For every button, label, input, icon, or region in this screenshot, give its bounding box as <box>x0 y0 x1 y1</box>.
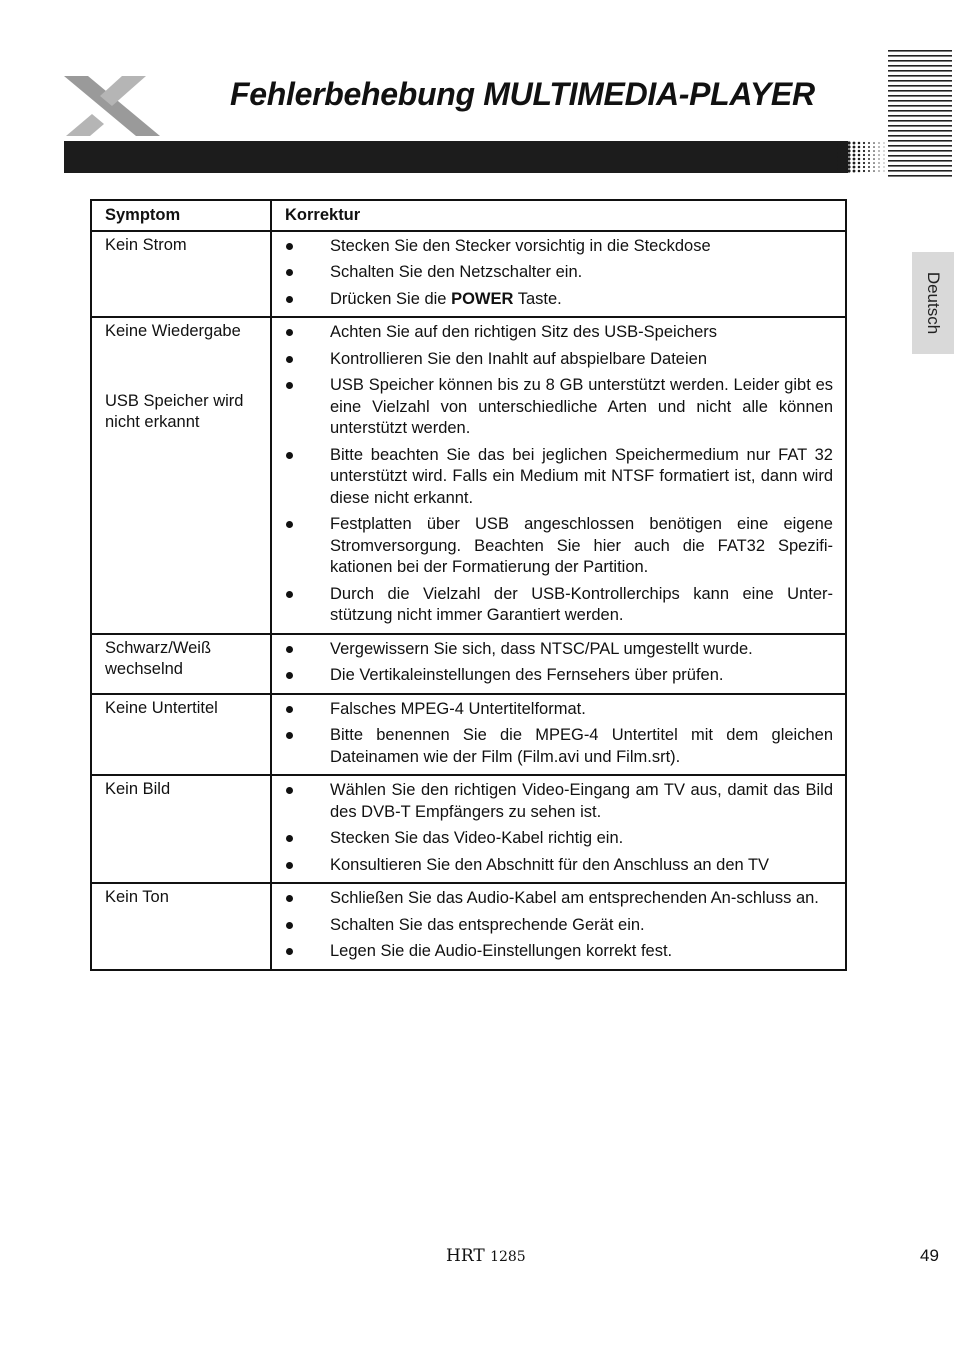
korrektur-item: Schalten Sie den Netzschalter ein. <box>284 262 833 284</box>
page-title: Fehlerbehebung MULTIMEDIA-PLAYER <box>230 76 815 112</box>
korrektur-item: Falsches MPEG-4 Untertitelformat. <box>284 699 833 721</box>
korrektur-item: Achten Sie auf den richtigen Sitz des USB-Speichers <box>284 322 833 344</box>
korrektur-item: Drücken Sie die POWER Taste. <box>284 289 833 311</box>
korrektur-item: Bitte benennen Sie die MPEG-4 Untertitel mit dem gleichen Dateinamen wie der Film (Film.avi und Film.srt). <box>284 725 833 768</box>
table-row <box>91 883 846 970</box>
korrektur-list <box>284 639 833 687</box>
symptom-text: Keine Wiedergabe <box>105 322 241 340</box>
korrektur-item: Legen Sie die Audio-Einstellungen korrekt fest. <box>284 941 833 963</box>
korrektur-item: Wählen Sie den richtigen Video-Eingang am TV aus, damit das Bild des DVB-T Empfängers zu sehen ist. <box>284 780 833 823</box>
korrektur-item: Vergewissern Sie sich, dass NTSC/PAL umgestellt wurde. <box>284 639 833 661</box>
header-bar-dot-pattern <box>836 141 886 173</box>
korrektur-item: Stecken Sie das Video-Kabel richtig ein. <box>284 828 833 850</box>
language-tab <box>912 252 954 354</box>
korrektur-item: Schließen Sie das Audio-Kabel am entsprechenden An-schluss an. <box>284 888 833 910</box>
korrektur-list <box>284 322 833 627</box>
korrektur-item: Durch die Vielzahl der USB-Kontrollerchips kann eine Unter-stützung nicht immer Garantiert werden. <box>284 584 833 627</box>
korrektur-item: Schalten Sie das entsprechende Gerät ein. <box>284 915 833 937</box>
column-header-korrektur: Korrektur <box>271 200 846 231</box>
korrektur-list <box>284 888 833 963</box>
table-row <box>91 317 846 634</box>
header-bar <box>64 141 848 173</box>
table-row <box>91 231 846 318</box>
power-key-label: POWER <box>451 289 514 308</box>
footer-model <box>446 1246 526 1266</box>
symptom-cell <box>91 775 271 883</box>
korrektur-item: USB Speicher können bis zu 8 GB unterstützt werden. Leider gibt es eine Vielzahl von unterschiedliche Arten und nicht alle können unterstützt werden. <box>284 375 833 440</box>
korrektur-item: Die Vertikaleinstellungen des Fernsehers über prüfen. <box>284 665 833 687</box>
table-body <box>91 231 846 970</box>
table-row <box>91 634 846 694</box>
table-row <box>91 694 846 776</box>
troubleshooting-table <box>90 199 847 971</box>
symptom-cell <box>91 883 271 970</box>
korrektur-cell <box>271 634 846 694</box>
page-number: 49 <box>920 1246 939 1265</box>
table-header-row <box>91 200 846 231</box>
symptom-text-secondary: USB Speicher wird nicht erkannt <box>105 391 244 431</box>
language-tab-label: Deutsch <box>924 271 943 335</box>
column-header-symptom: Symptom <box>91 200 271 231</box>
footer-model-number: 1285 <box>490 1249 526 1265</box>
symptom-cell <box>91 634 271 694</box>
korrektur-cell <box>271 317 846 634</box>
korrektur-item: Kontrollieren Sie den Inahlt auf abspielbare Dateien <box>284 349 833 371</box>
korrektur-item: Konsultieren Sie den Abschnitt für den Anschluss an den TV <box>284 855 833 877</box>
symptom-text: Kein Bild <box>105 780 171 798</box>
header-stripes-decoration <box>886 48 952 180</box>
korrektur-item: Stecken Sie den Stecker vorsichtig in die Steckdose <box>284 236 833 258</box>
footer-model-name: HRT <box>446 1246 485 1266</box>
symptom-cell <box>91 317 271 634</box>
symptom-cell <box>91 694 271 776</box>
korrektur-item: Festplatten über USB angeschlossen benötigen eine eigene Stromversorgung. Beachten Sie hier auch die FAT32 Spezifi-kationen bei der Formatierung der Partition. <box>284 514 833 579</box>
korrektur-cell <box>271 231 846 318</box>
table-row <box>91 775 846 883</box>
symptom-cell <box>91 231 271 318</box>
symptom-text: Keine Untertitel <box>105 698 218 717</box>
symptom-text: Kein Ton <box>105 888 169 906</box>
korrektur-list <box>284 780 833 876</box>
x-brand-logo-icon <box>62 74 162 138</box>
korrektur-list <box>284 699 833 769</box>
symptom-text: Kein Strom <box>105 235 187 254</box>
korrektur-list <box>284 236 833 311</box>
korrektur-cell <box>271 775 846 883</box>
korrektur-cell <box>271 694 846 776</box>
korrektur-item: Bitte beachten Sie das bei jeglichen Speichermedium nur FAT 32 unterstützt wird. Falls ein Medium mit NTSF formatiert ist, dann wird diese nicht erkannt. <box>284 445 833 510</box>
symptom-text: Schwarz/Weiß wechselnd <box>105 638 212 678</box>
korrektur-cell <box>271 883 846 970</box>
